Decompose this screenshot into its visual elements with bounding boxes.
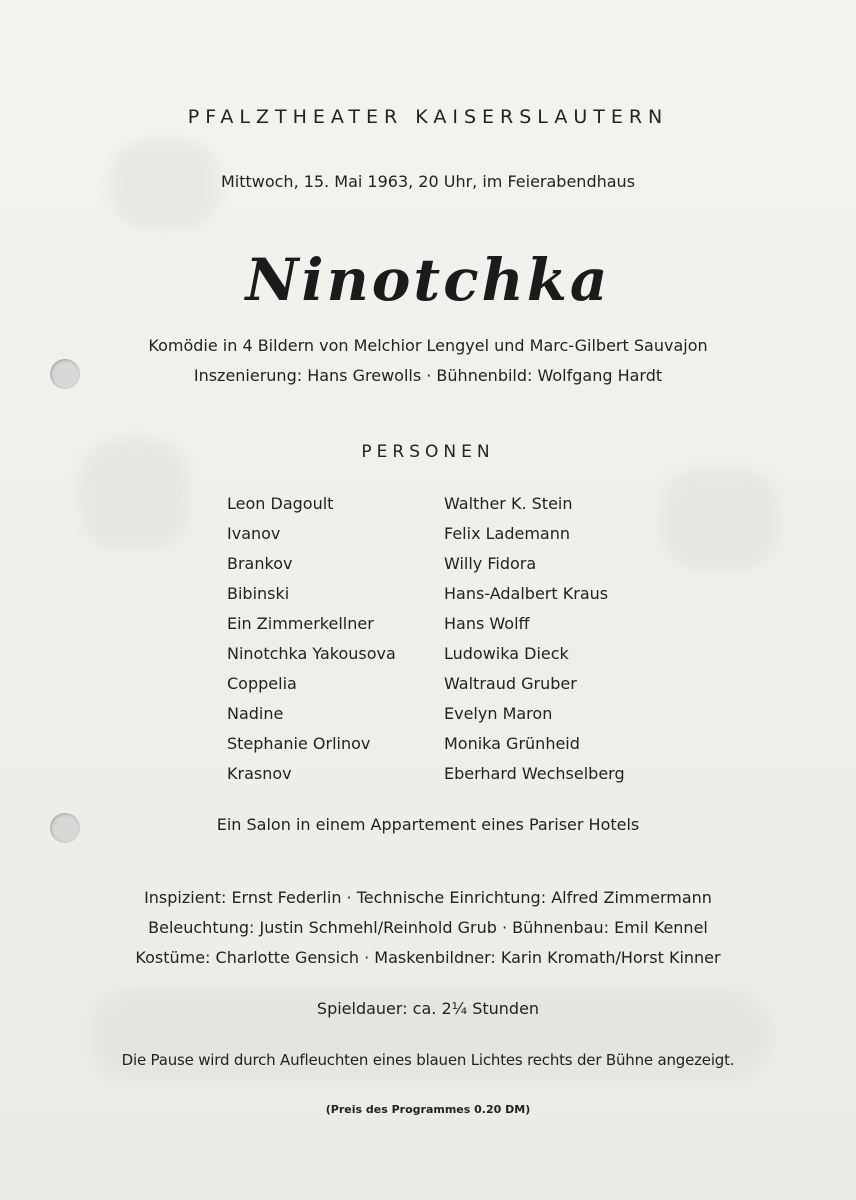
cast-role: Ivanov [227,524,281,543]
play-authors: Komödie in 4 Bildern von Melchior Lengyel und Marc-Gilbert Sauvajon [148,336,708,355]
performance-date: Mittwoch, 15. Mai 1963, 20 Uhr, im Feierabendhaus [220,172,636,191]
crew-line: Inspizient: Ernst Federlin · Technische Einrichtung: Alfred Zimmermann [144,888,712,907]
program-price: (Preis des Programmes 0.20 DM) [325,1103,531,1116]
cast-actor: Ludowika Dieck [444,644,569,663]
cast-actor: Monika Grünheid [444,734,580,753]
cast-role: Nadine [227,704,284,723]
cast-actor: Waltraud Gruber [444,674,577,693]
crew-line: Beleuchtung: Justin Schmehl/Reinhold Grub · Bühnenbau: Emil Kennel [148,918,708,937]
cast-role: Brankov [227,554,293,573]
cast-role: Bibinski [227,584,290,603]
cast-actor: Eberhard Wechselberg [444,764,625,783]
show-through-ghost [660,470,780,570]
personen-heading: PERSONEN [361,442,495,462]
scene-setting: Ein Salon in einem Appartement eines Pariser Hotels [216,815,640,834]
cast-actor: Walther K. Stein [444,494,573,513]
cast-actor: Evelyn Maron [444,704,553,723]
cast-actor: Felix Lademann [444,524,571,543]
production-credits: Inszenierung: Hans Grewolls · Bühnenbild: Wolfgang Hardt [193,366,663,385]
cast-actor: Hans-Adalbert Kraus [444,584,609,603]
cast-actor: Hans Wolff [444,614,530,633]
theater-name: PFALZTHEATER KAISERSLAUTERN [187,106,669,128]
running-time: Spieldauer: ca. 2¼ Stunden [316,999,540,1018]
cast-role: Ein Zimmerkellner [227,614,374,633]
cast-role: Krasnov [227,764,292,783]
intermission-note: Die Pause wird durch Aufleuchten eines blauen Lichtes rechts der Bühne angezeigt. [121,1051,735,1069]
cast-role: Leon Dagoult [227,494,334,513]
cast-role: Stephanie Orlinov [227,734,371,753]
cast-role: Coppelia [227,674,297,693]
cast-actor: Willy Fidora [444,554,537,573]
crew-line: Kostüme: Charlotte Gensich · Maskenbildner: Karin Kromath/Horst Kinner [135,948,721,967]
cast-role: Ninotchka Yakousova [227,644,396,663]
play-title: Ninotchka [245,246,611,314]
